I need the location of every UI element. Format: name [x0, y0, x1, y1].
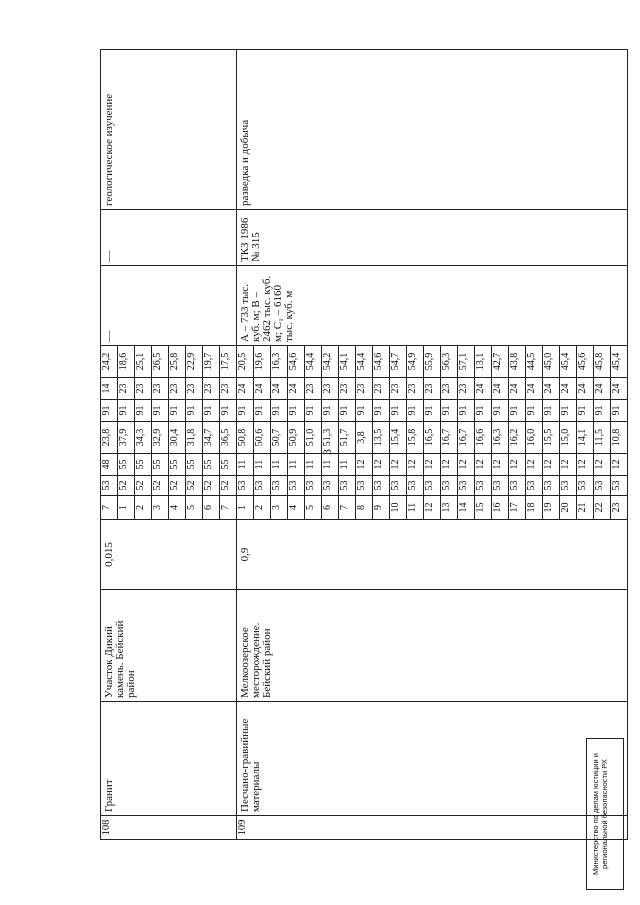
coordinate-value: 53	[373, 476, 390, 496]
coordinate-value: 23	[220, 378, 237, 400]
coordinate-value: 55	[169, 454, 186, 476]
coordinate-value: 24	[492, 378, 509, 400]
reserves-value: —	[101, 266, 237, 346]
coordinate-value: 23	[424, 378, 441, 400]
coordinate-value: 51,7	[339, 422, 356, 454]
coordinate-value: 11	[237, 454, 254, 476]
coordinate-value: 23	[169, 378, 186, 400]
coordinate-value: 31,8	[186, 422, 203, 454]
coordinate-value: 32,9	[152, 422, 169, 454]
coordinate-value: 16,5	[424, 422, 441, 454]
coordinate-value: 55	[135, 454, 152, 476]
point-number: 12	[424, 496, 441, 520]
coordinate-value: 17,5	[220, 346, 237, 378]
coordinate-value: 91	[101, 400, 118, 422]
coordinate-value: 36,5	[220, 422, 237, 454]
coordinate-value: 91	[458, 400, 475, 422]
point-number: 18	[526, 496, 543, 520]
coordinate-value: 91	[492, 400, 509, 422]
coordinate-value: 56,3	[441, 346, 458, 378]
coordinate-value: 91	[288, 400, 305, 422]
point-number: 5	[186, 496, 203, 520]
coordinate-value: 50,7	[271, 422, 288, 454]
coordinate-value: 55	[186, 454, 203, 476]
coordinate-value: 23	[322, 378, 339, 400]
coordinate-value: 12	[509, 454, 526, 476]
coordinate-value: 91	[237, 400, 254, 422]
coordinate-value: 54,1	[339, 346, 356, 378]
coordinate-value: 91	[407, 400, 424, 422]
point-number: 16	[492, 496, 509, 520]
point-number: 9	[373, 496, 390, 520]
coordinate-value: 12	[390, 454, 407, 476]
coordinate-value: 45,6	[577, 346, 594, 378]
coordinate-value: 91	[118, 400, 135, 422]
coordinate-value: 24	[611, 378, 628, 400]
coordinate-value: 53	[543, 476, 560, 496]
coordinate-value: 24	[288, 378, 305, 400]
object-number: 108	[101, 816, 237, 840]
point-number: 10	[390, 496, 407, 520]
coordinate-value: 53	[458, 476, 475, 496]
coordinate-value: 11	[288, 454, 305, 476]
point-number: 2	[254, 496, 271, 520]
coordinate-value: 11,5	[594, 422, 611, 454]
point-number: 4	[288, 496, 305, 520]
coordinate-value: 54,7	[390, 346, 407, 378]
point-number: 15	[475, 496, 492, 520]
coordinate-value: 42,7	[492, 346, 509, 378]
coordinate-value: 91	[560, 400, 577, 422]
point-number: 6	[322, 496, 339, 520]
coordinate-value: 51,0	[305, 422, 322, 454]
point-number: 21	[577, 496, 594, 520]
coordinate-value: 91	[475, 400, 492, 422]
coordinate-value: 18,6	[118, 346, 135, 378]
site-name: Мелкоозерское месторождение. Бейский район	[237, 590, 628, 702]
coordinate-value: 12	[475, 454, 492, 476]
point-number: 7	[339, 496, 356, 520]
coordinate-value: 23	[203, 378, 220, 400]
coordinate-value: 91	[254, 400, 271, 422]
coordinate-value: 23	[356, 378, 373, 400]
coordinate-value: 12	[543, 454, 560, 476]
coordinate-value: 12	[577, 454, 594, 476]
coordinate-value: 22,9	[186, 346, 203, 378]
coordinate-value: 91	[594, 400, 611, 422]
point-number: 22	[594, 496, 611, 520]
coordinate-value: 23,8	[101, 422, 118, 454]
coordinate-value: 53	[492, 476, 509, 496]
object-number: 109	[237, 816, 628, 840]
coordinate-value: 34,3	[135, 422, 152, 454]
point-number: 7	[101, 496, 118, 520]
coordinate-value: 12	[424, 454, 441, 476]
point-number: 19	[543, 496, 560, 520]
coordinate-value: 16,3	[271, 346, 288, 378]
coordinate-value: 91	[271, 400, 288, 422]
coordinate-value: 12	[407, 454, 424, 476]
coordinate-value: 24,2	[101, 346, 118, 378]
coordinate-value: 15,0	[560, 422, 577, 454]
coordinate-value: 53	[288, 476, 305, 496]
coordinate-value: 16,2	[509, 422, 526, 454]
mineral-type: Гранит	[101, 702, 237, 816]
coordinate-value: 53	[101, 476, 118, 496]
coordinate-value: 55	[203, 454, 220, 476]
coordinate-value: 53	[254, 476, 271, 496]
coordinate-value: 19,7	[203, 346, 220, 378]
coordinate-value: 26,5	[152, 346, 169, 378]
coordinate-value: 55	[220, 454, 237, 476]
coordinate-value: 37,9	[118, 422, 135, 454]
area-value: 0,9	[237, 520, 628, 590]
coordinate-value: 54,4	[305, 346, 322, 378]
coordinate-value: 52	[118, 476, 135, 496]
point-number: 20	[560, 496, 577, 520]
coordinate-value: 53	[271, 476, 288, 496]
reserves-value: А – 733 тыс. куб. м; В – 2462 тыс. куб. м; С₁ – 6160 тыс. куб. м	[237, 266, 628, 346]
coordinate-value: 23	[407, 378, 424, 400]
coordinate-value: 23	[441, 378, 458, 400]
coordinate-value: 45,4	[611, 346, 628, 378]
coordinate-value: 12	[594, 454, 611, 476]
coordinate-value: 50,8	[237, 422, 254, 454]
coordinate-value: 15,8	[407, 422, 424, 454]
purpose-value: геологическое изучение	[101, 50, 237, 210]
coordinate-value: 23	[390, 378, 407, 400]
coordinate-value: 15,5	[543, 422, 560, 454]
coordinate-value: 50,6	[254, 422, 271, 454]
point-number: 13	[441, 496, 458, 520]
coordinate-value: 23	[152, 378, 169, 400]
point-number: 11	[407, 496, 424, 520]
registry-table-container	[100, 70, 625, 840]
coordinate-value: 12	[492, 454, 509, 476]
coordinate-value: 11	[254, 454, 271, 476]
coordinate-value: 91	[373, 400, 390, 422]
coordinate-value: 91	[169, 400, 186, 422]
point-number: 2	[135, 496, 152, 520]
coordinate-value: 16,0	[526, 422, 543, 454]
coordinate-value: 16,3	[492, 422, 509, 454]
coordinate-value: 53	[356, 476, 373, 496]
coordinate-value: 54,6	[288, 346, 305, 378]
coordinate-value: 53	[424, 476, 441, 496]
coordinate-value: 20,5	[237, 346, 254, 378]
coordinate-value: 53	[305, 476, 322, 496]
coordinate-value: 44,5	[526, 346, 543, 378]
point-number: 3	[271, 496, 288, 520]
coordinate-value: 91	[509, 400, 526, 422]
point-number: 1	[237, 496, 254, 520]
coordinate-value: 25,1	[135, 346, 152, 378]
coordinate-value: 52	[135, 476, 152, 496]
coordinate-value: 24	[594, 378, 611, 400]
coordinate-value: 24	[543, 378, 560, 400]
coordinate-value: 91	[339, 400, 356, 422]
coordinate-value: 24	[237, 378, 254, 400]
coordinate-value: 12	[441, 454, 458, 476]
point-number: 1	[118, 496, 135, 520]
coordinate-value: 53	[339, 476, 356, 496]
coordinate-value: 54,6	[373, 346, 390, 378]
coordinate-value: 91	[577, 400, 594, 422]
coordinate-value: 23	[305, 378, 322, 400]
coordinate-value: 14,1	[577, 422, 594, 454]
coordinate-value: 30,4	[169, 422, 186, 454]
coordinate-value: 15,4	[390, 422, 407, 454]
coordinate-value: 12	[373, 454, 390, 476]
coordinate-value: 52	[152, 476, 169, 496]
coordinate-value: 19,6	[254, 346, 271, 378]
coordinate-value: 23	[118, 378, 135, 400]
coordinate-value: 24	[475, 378, 492, 400]
coordinate-value: 53	[526, 476, 543, 496]
coordinate-value: 12	[560, 454, 577, 476]
coordinate-value: 52	[169, 476, 186, 496]
coordinate-value: 91	[424, 400, 441, 422]
coordinate-value: 24	[509, 378, 526, 400]
coordinate-value: 24	[254, 378, 271, 400]
coordinate-value: 52	[203, 476, 220, 496]
stamp-text: Министерство по делам юстиции и региональной безопасности РХ	[591, 753, 609, 875]
protocol-value: —	[101, 210, 237, 266]
coordinate-value: 57,1	[458, 346, 475, 378]
coordinate-value: 11	[271, 454, 288, 476]
coordinate-value: 11	[305, 454, 322, 476]
coordinate-value: 54,2	[322, 346, 339, 378]
coordinate-value: 53	[577, 476, 594, 496]
coordinate-value: 24	[526, 378, 543, 400]
coordinate-value: 91	[543, 400, 560, 422]
point-number: 3	[152, 496, 169, 520]
point-number: 14	[458, 496, 475, 520]
coordinate-value: 91	[356, 400, 373, 422]
coordinate-value: 54,9	[407, 346, 424, 378]
coordinate-value: 11	[339, 454, 356, 476]
coordinate-value: 45,0	[543, 346, 560, 378]
coordinate-value: 91	[390, 400, 407, 422]
coordinate-value: 53	[611, 476, 628, 496]
coordinate-value: 53	[237, 476, 254, 496]
mineral-type: Песчано-гравийные материалы	[237, 702, 628, 816]
protocol-value: ТКЗ 1986 № 315	[237, 210, 628, 266]
coordinate-value: 13,5	[373, 422, 390, 454]
coordinate-value: 53	[509, 476, 526, 496]
point-number: 6	[203, 496, 220, 520]
coordinate-value: 53	[407, 476, 424, 496]
coordinate-value: 34,7	[203, 422, 220, 454]
coordinate-value: 52	[186, 476, 203, 496]
coordinate-value: 23	[186, 378, 203, 400]
area-value: 0,015	[101, 520, 237, 590]
page-number: 3	[320, 449, 334, 455]
coordinate-value: 53	[594, 476, 611, 496]
coordinate-value: 50,9	[288, 422, 305, 454]
coordinate-value: 12	[526, 454, 543, 476]
coordinate-value: 14	[101, 378, 118, 400]
purpose-value: разведка и добыча	[237, 50, 628, 210]
coordinate-value: 91	[203, 400, 220, 422]
coordinate-value: 91	[152, 400, 169, 422]
coordinate-value: 12	[356, 454, 373, 476]
coordinate-value: 24	[560, 378, 577, 400]
coordinate-value: 55,9	[424, 346, 441, 378]
table-row	[101, 50, 118, 840]
coordinate-value: 48	[101, 454, 118, 476]
coordinate-value: 53	[441, 476, 458, 496]
point-number: 7	[220, 496, 237, 520]
coordinate-value: 16,7	[458, 422, 475, 454]
point-number: 4	[169, 496, 186, 520]
point-number: 17	[509, 496, 526, 520]
coordinate-value: 91	[441, 400, 458, 422]
table-row	[237, 50, 254, 840]
coordinate-value: 91	[135, 400, 152, 422]
registry-table	[100, 49, 628, 840]
coordinate-value: 53	[475, 476, 492, 496]
coordinate-value: 91	[322, 400, 339, 422]
point-number: 23	[611, 496, 628, 520]
coordinate-value: 3,8	[356, 422, 373, 454]
point-number: 8	[356, 496, 373, 520]
coordinate-value: 43,8	[509, 346, 526, 378]
site-name: Участок Дикий камень. Бейский район	[101, 590, 237, 702]
coordinate-value: 10,8	[611, 422, 628, 454]
coordinate-value: 13,1	[475, 346, 492, 378]
coordinate-value: 53	[322, 476, 339, 496]
coordinate-value: 45,8	[594, 346, 611, 378]
point-number: 5	[305, 496, 322, 520]
coordinate-value: 91	[526, 400, 543, 422]
coordinate-value: 16,7	[441, 422, 458, 454]
coordinate-value: 23	[339, 378, 356, 400]
coordinate-value: 45,4	[560, 346, 577, 378]
coordinate-value: 24	[271, 378, 288, 400]
coordinate-value: 55	[152, 454, 169, 476]
coordinate-value: 12	[458, 454, 475, 476]
coordinate-value: 53	[560, 476, 577, 496]
coordinate-value: 16,6	[475, 422, 492, 454]
coordinate-value: 23	[458, 378, 475, 400]
coordinate-value: 23	[373, 378, 390, 400]
coordinate-value: 12	[611, 454, 628, 476]
coordinate-value: 51,3	[322, 422, 339, 454]
coordinate-value: 55	[118, 454, 135, 476]
ministry-stamp	[586, 738, 624, 890]
coordinate-value: 24	[577, 378, 594, 400]
coordinate-value: 53	[390, 476, 407, 496]
coordinate-value: 11	[322, 454, 339, 476]
coordinate-value: 91	[611, 400, 628, 422]
coordinate-value: 52	[220, 476, 237, 496]
coordinate-value: 25,8	[169, 346, 186, 378]
coordinate-value: 91	[220, 400, 237, 422]
coordinate-value: 91	[305, 400, 322, 422]
coordinate-value: 54,4	[356, 346, 373, 378]
coordinate-value: 91	[186, 400, 203, 422]
coordinate-value: 23	[135, 378, 152, 400]
